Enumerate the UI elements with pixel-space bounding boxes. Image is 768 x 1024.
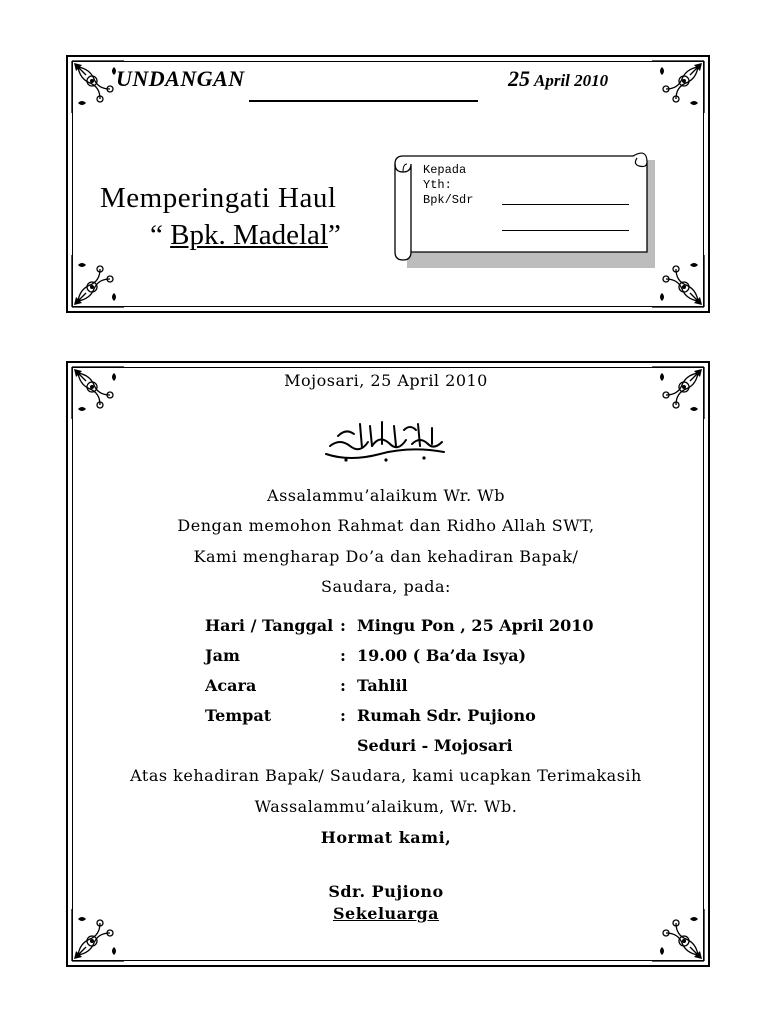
detail-label-time: Jam xyxy=(205,646,240,665)
letter-closing: Wassalammu’alaikum, Wr. Wb. xyxy=(254,797,518,816)
recipient-address-line xyxy=(502,230,629,231)
event-heading: Memperingati Haul xyxy=(100,182,337,214)
quote-open: “ xyxy=(150,219,171,251)
sender-family: Sekeluarga xyxy=(332,904,440,923)
letter-thanks: Atas kehadiran Bapak/ Saudara, kami ucapkan Terimakasih xyxy=(130,766,642,785)
detail-label-event: Acara xyxy=(205,676,257,695)
detail-colon: : xyxy=(340,646,346,665)
honoree-line xyxy=(150,219,341,252)
letter-body-line-1: Dengan memohon Rahmat dan Ridho Allah SWT, xyxy=(177,516,595,535)
letter-body-line-2: Kami mengharap Do’a dan kehadiran Bapak/ xyxy=(193,547,579,566)
letter-body-line-3: Saudara, pada: xyxy=(321,577,451,596)
corner-ornament-icon xyxy=(650,59,706,115)
recipient-label-bpk-sdr: Bpk/Sdr xyxy=(423,193,474,207)
honoree-name: Bpk. Madelal xyxy=(170,219,328,251)
detail-colon: : xyxy=(340,616,346,635)
sender-name: Sdr. Pujiono xyxy=(328,882,444,901)
letter-regards: Hormat kami, xyxy=(320,828,452,847)
detail-colon: : xyxy=(340,706,346,725)
date-day: 25 xyxy=(508,66,530,91)
address-scroll xyxy=(393,148,659,270)
letter-place-date: Mojosari, 25 April 2010 xyxy=(284,371,488,390)
detail-value-event: Tahlil xyxy=(357,676,408,695)
title-underline xyxy=(249,100,478,102)
bismillah-calligraphy-icon xyxy=(320,416,450,466)
invitation-title: UNDANGAN xyxy=(116,66,245,91)
invitation-date xyxy=(508,66,608,92)
detail-label-place: Tempat xyxy=(205,706,272,725)
sender-family-wrap xyxy=(66,904,706,923)
detail-value-time: 19.00 ( Ba’da Isya) xyxy=(357,646,527,665)
detail-value-date: Mingu Pon , 25 April 2010 xyxy=(357,616,594,635)
date-month-year: April 2010 xyxy=(534,71,609,90)
detail-value-place-line-2: Seduri - Mojosari xyxy=(357,736,513,755)
corner-ornament-icon xyxy=(70,253,126,309)
letter-greeting: Assalammu’alaikum Wr. Wb xyxy=(267,486,505,505)
quote-close: ” xyxy=(327,219,341,251)
detail-value-place: Rumah Sdr. Pujiono xyxy=(357,706,536,725)
recipient-label-kepada: Kepada xyxy=(423,163,467,177)
recipient-label-yth: Yth: xyxy=(423,178,452,192)
detail-colon: : xyxy=(340,676,346,695)
recipient-name-line xyxy=(502,204,629,205)
detail-label-date: Hari / Tanggal xyxy=(205,616,334,635)
